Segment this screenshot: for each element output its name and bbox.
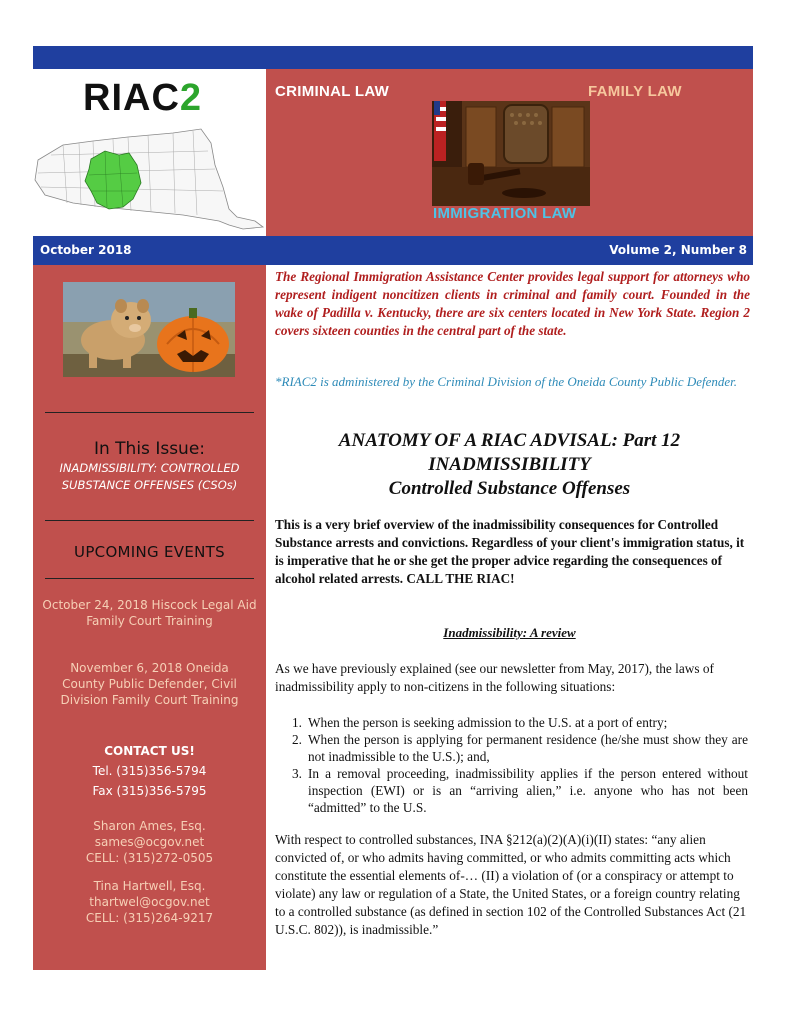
in-this-issue-item: INADMISSIBILITY: CONTROLLED SUBSTANCE OFFENSES (CSOs) [59,461,240,492]
issue-date-bar [33,236,753,265]
telephone-number: Tel. (315)356-5794 [92,764,207,778]
administration-note: *RIAC2 is administered by the Criminal Division of the Oneida County Public Defender. [275,374,738,389]
logo-text: RIAC2 [83,77,203,119]
upcoming-events-heading: UPCOMING EVENTS [74,543,225,561]
sidebar [33,265,266,970]
lion-cub-pumpkin-photo [63,282,235,377]
contact-cell: CELL: (315)264-9217 [85,911,214,925]
list-text: When the person is seeking admission to the U.S. at a port of entry; [308,715,668,730]
contact-heading: CONTACT US! [104,744,195,758]
issue-date: October 2018 [40,243,132,257]
lead-paragraph: This is a very brief overview of the inadmissibility consequences for Controlled Substance arrests and convictions. Regardless of your client's immigration status, it is imperative that he or she get the proper advice regarding the consequences of alcohol related arrests. CALL THE RIAC! [275,517,745,586]
event-item: November 6, 2018 Oneida County Public Defender, Civil Division Family Court Training [60,661,239,707]
contact-email[interactable]: thartwel@ocgov.net [89,895,210,909]
divider-line [45,412,254,413]
article-title [266,429,753,501]
statute-paragraph: With respect to controlled substances, INA §212(a)(2)(A)(i)(II) states: “any alien convicted of, or who admits having committed, or who admits committing acts which constitute the essential elements of-… (II) a violation of (or a conspiracy or attempt to violate) any law or regulation of a State, the United States, or a foreign country relating to a controlled substance (as defined in section 102 of the Controlled Substances Act (21 U.S.C. 802)), is inadmissible.” [275,832,747,937]
logo-area [33,69,266,236]
immigration-law-label: IMMIGRATION LAW [433,205,577,222]
situations-list [278,714,748,816]
body-paragraph: As we have previously explained (see our newsletter from May, 2017), the laws of inadmissibility apply to non-citizens in the following situations: [275,661,714,694]
contact-name: Sharon Ames, Esq. [93,819,206,833]
contact-cell: CELL: (315)272-0505 [85,851,214,865]
contact-name: Tina Hartwell, Esq. [93,879,206,893]
top-banner-bar [33,46,753,69]
list-text: When the person is applying for permanent residence (he/she must show they are not inadmissible to the U.S.); and, [308,732,748,764]
contact-person [33,818,266,866]
list-item [278,765,748,816]
list-item [278,714,748,731]
article-title-line: ANATOMY OF A RIAC ADVISAL: Part 12 [338,430,681,451]
divider-line [45,520,254,521]
list-number: 1. [292,715,302,730]
riac2-logo [83,77,202,120]
list-number: 2. [292,732,302,747]
new-york-county-map-image [33,125,266,233]
courtroom-gavel-image [432,101,590,206]
list-item [278,731,748,765]
section-heading: Inadmissibility: A review [443,625,576,640]
contact-person [33,878,266,926]
criminal-law-label: CRIMINAL LAW [275,83,390,100]
list-text: In a removal proceeding, inadmissibility applies if the person entered without inspection (EWI) or is an “arriving alien,” i.e. anyone who has not been “admitted” to the U.S. [308,766,748,815]
family-law-label: FAMILY LAW [588,83,682,100]
volume-number: Volume 2, Number 8 [609,243,747,257]
main-content [266,265,753,1024]
list-number: 3. [292,766,302,781]
in-this-issue-heading: In This Issue: [93,439,206,459]
intro-paragraph: The Regional Immigration Assistance Center provides legal support for attorneys who represent indigent noncitizen clients in criminal and family court. Founded in the wake of Padilla v. Kentucky, there are six centers located in New York State. Region 2 covers sixteen counties in the central part of the state. [275,269,750,338]
fax-number: Fax (315)356-5795 [92,784,207,798]
article-subtitle: Controlled Substance Offenses [388,478,631,499]
event-item: October 24, 2018 Hiscock Legal Aid Family Court Training [42,598,257,628]
divider-line [45,578,254,579]
article-title-line: INADMISSIBILITY [428,454,591,475]
contact-email[interactable]: sames@ocgov.net [94,835,205,849]
header-panel [266,69,753,236]
